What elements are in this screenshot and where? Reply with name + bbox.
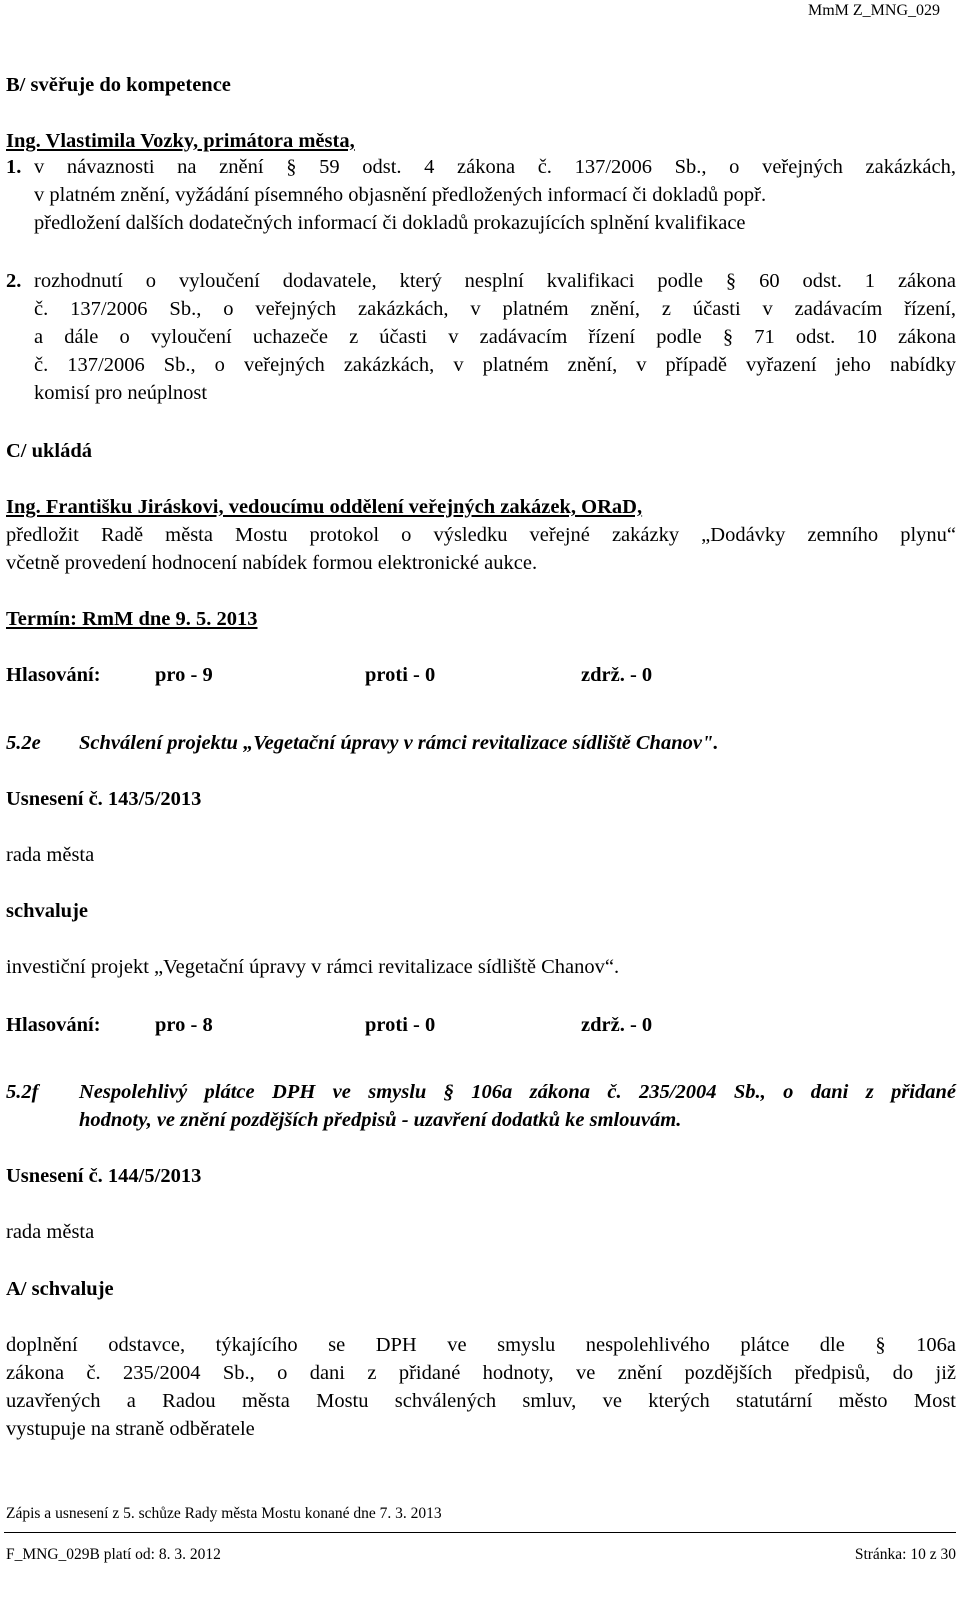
vote-pro: pro - 8 xyxy=(155,1014,213,1036)
footer-page-number: Stránka: 10 z 30 xyxy=(854,1546,956,1563)
item2-line1: rozhodnutí o vyloučení dodavatele, který nesplní kvalifikaci podle § 60 odst. 1 zákona xyxy=(34,270,956,292)
vote-proti: proti - 0 xyxy=(365,664,436,686)
item-title-line2: hodnoty, ve znění pozdějších předpisů - uzavření dodatků ke smlouvám. xyxy=(79,1109,682,1131)
section-b-heading: B/ svěřuje do kompetence xyxy=(6,74,231,96)
item2-line2: č. 137/2006 Sb., o veřejných zakázkách, v platném znění, z účasti v zadávacím řízení, xyxy=(34,298,956,320)
vote-zdrz: zdrž. - 0 xyxy=(581,664,653,686)
document-code: MmM Z_MNG_029 xyxy=(807,2,940,19)
footer-form-code: F_MNG_029B platí od: 8. 3. 2012 xyxy=(6,1546,221,1563)
item2-line5: komisí pro neúplnost xyxy=(34,382,208,404)
item2-line4: č. 137/2006 Sb., o veřejných zakázkách, v platném znění, v případě vyřazení jeho nabídky xyxy=(34,354,956,376)
resolution-number: Usnesení č. 144/5/2013 xyxy=(6,1165,202,1187)
section-c-person: Ing. Františku Jiráskovi, vedoucímu oddělení veřejných zakázek, ORaD, xyxy=(6,496,643,518)
section-b-person: Ing. Vlastimila Vozky, primátora města, xyxy=(6,130,355,152)
resolution-action: schvaluje xyxy=(6,900,88,922)
item1-line1: v návaznosti na znění § 59 odst. 4 zákona č. 137/2006 Sb., o veřejných zakázkách, xyxy=(34,156,956,178)
vote-zdrz: zdrž. - 0 xyxy=(581,1014,653,1036)
resolution-text-line1: doplnění odstavce, týkajícího se DPH ve smyslu nespolehlivého plátce dle § 106a xyxy=(6,1334,956,1356)
item2-line3: a dále o vyloučení uchazeče z účasti v zadávacím řízení podle § 71 odst. 10 zákona xyxy=(34,326,956,348)
resolution-number: Usnesení č. 143/5/2013 xyxy=(6,788,202,810)
vote-pro: pro - 9 xyxy=(155,664,213,686)
resolution-action: A/ schvaluje xyxy=(6,1278,114,1300)
resolution-text-line2: zákona č. 235/2004 Sb., o dani z přidané hodnoty, ve znění pozdějších předpisů, do již xyxy=(6,1362,956,1384)
section-c-text-line1: předložit Radě města Mostu protokol o výsledku veřejné zakázky „Dodávky zemního plynu“ xyxy=(6,524,956,546)
item1-line2: v platném znění, vyžádání písemného objasnění předložených informací či dokladů popř. xyxy=(34,184,767,206)
section-c-text-line2: včetně provedení hodnocení nabídek formou elektronické aukce. xyxy=(6,552,538,574)
item-number: 5.2e xyxy=(6,732,41,754)
resolution-text-line4: vystupuje na straně odběratele xyxy=(6,1418,255,1440)
footer-title: Zápis a usnesení z 5. schůze Rady města Mostu konané dne 7. 3. 2013 xyxy=(6,1505,442,1522)
vote-label: Hlasování: xyxy=(6,664,101,686)
vote-label: Hlasování: xyxy=(6,1014,101,1036)
item1-number: 1. xyxy=(6,156,22,178)
item-title: Schválení projektu „Vegetační úpravy v rámci revitalizace sídliště Chanov". xyxy=(79,732,719,754)
vote-proti: proti - 0 xyxy=(365,1014,436,1036)
resolution-text-line3: uzavřených a Radou města Mostu schválených smluv, ve kterých statutární město Most xyxy=(6,1390,956,1412)
resolution-text: investiční projekt „Vegetační úpravy v rámci revitalizace sídliště Chanov“. xyxy=(6,956,620,978)
section-c-heading: C/ ukládá xyxy=(6,440,93,462)
resolution-body: rada města xyxy=(6,1221,95,1243)
item1-line3: předložení dalších dodatečných informací či dokladů prokazujících splnění kvalifikace xyxy=(34,212,746,234)
item2-number: 2. xyxy=(6,270,22,292)
deadline: Termín: RmM dne 9. 5. 2013 xyxy=(6,608,258,630)
resolution-body: rada města xyxy=(6,844,95,866)
footer-divider xyxy=(4,1532,956,1533)
item-number: 5.2f xyxy=(6,1081,39,1103)
item-title-line1: Nespolehlivý plátce DPH ve smyslu § 106a zákona č. 235/2004 Sb., o dani z přidané xyxy=(79,1081,956,1103)
